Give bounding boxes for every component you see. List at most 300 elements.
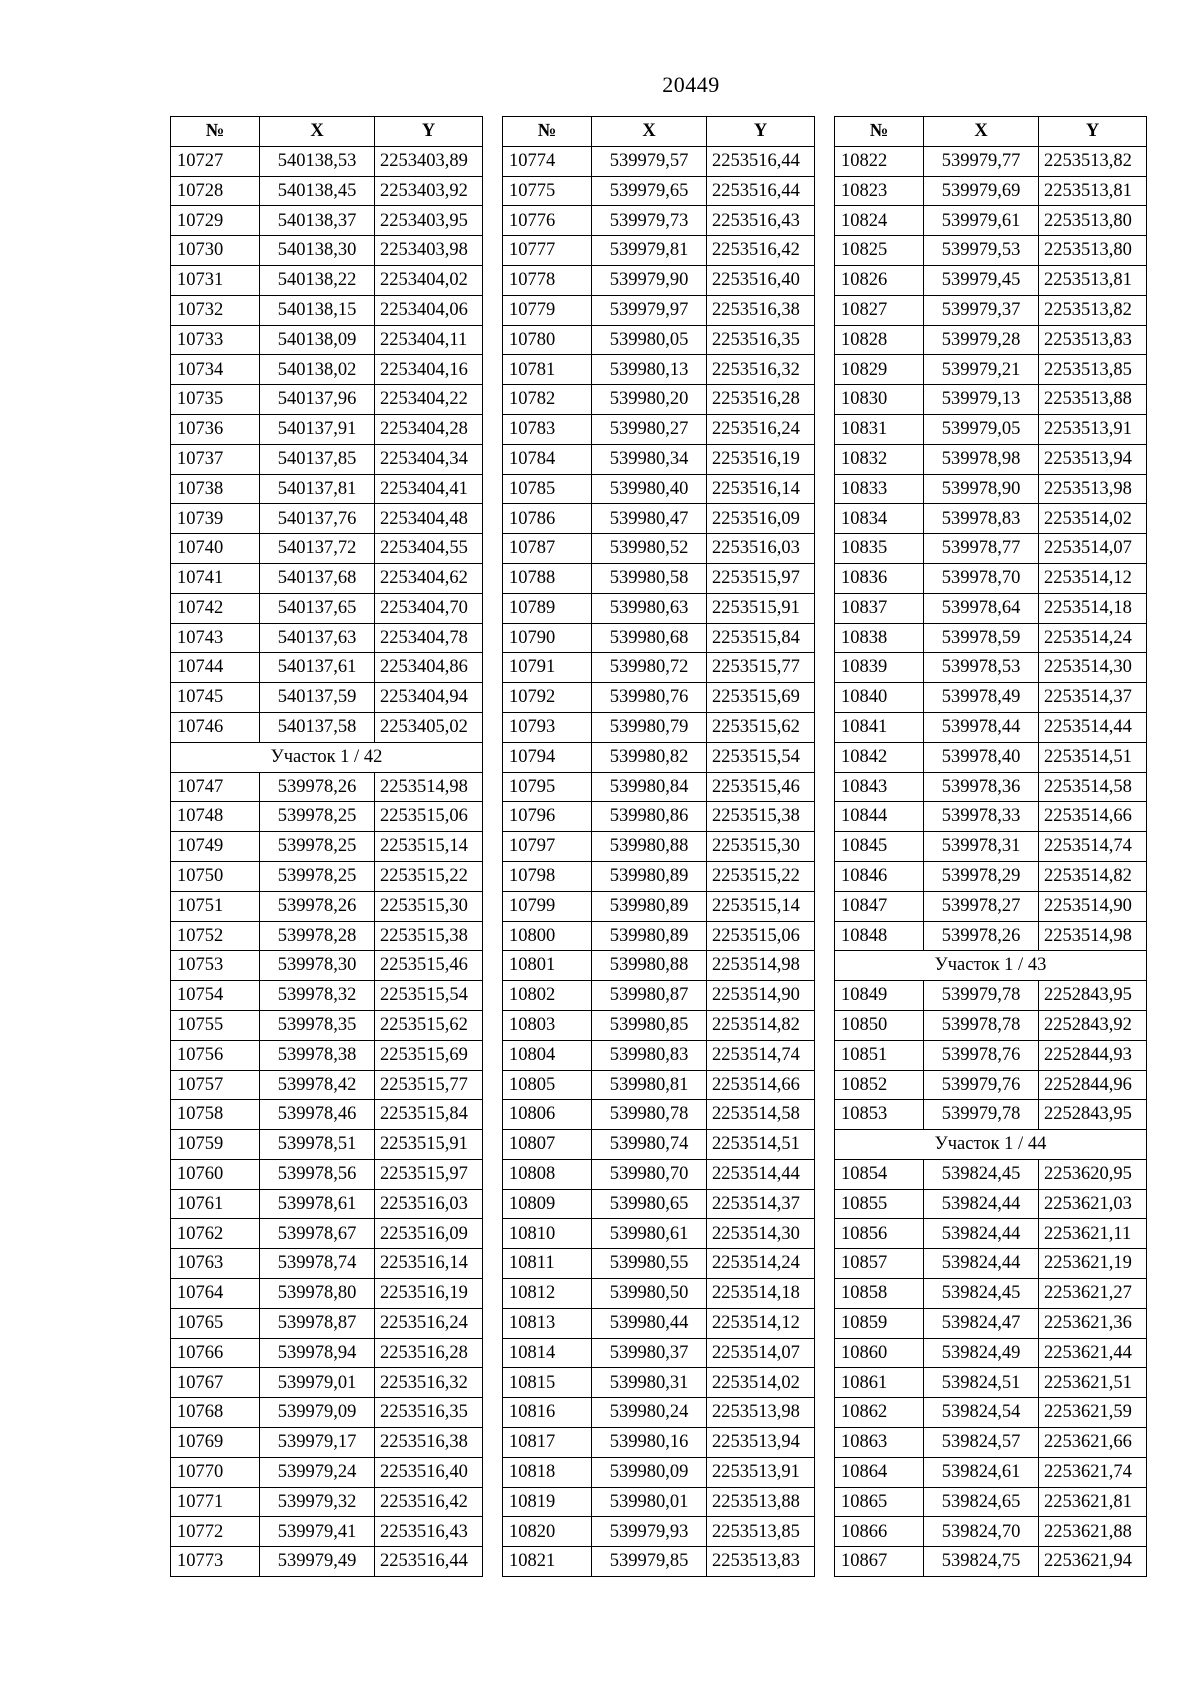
cell-y: 2253404,94 — [375, 683, 483, 713]
cell-point-number: 10864 — [835, 1457, 924, 1487]
table-row — [835, 1308, 1147, 1338]
cell-y: 2253404,06 — [375, 295, 483, 325]
cell-y: 2253516,09 — [375, 1219, 483, 1249]
cell-point-number: 10859 — [835, 1308, 924, 1338]
cell-point-number: 10810 — [503, 1219, 592, 1249]
cell-y: 2253621,27 — [1039, 1279, 1147, 1309]
cell-point-number: 10856 — [835, 1219, 924, 1249]
cell-x: 539979,17 — [260, 1428, 375, 1458]
cell-point-number: 10862 — [835, 1398, 924, 1428]
cell-x: 539978,64 — [924, 593, 1039, 623]
cell-y: 2253404,78 — [375, 623, 483, 653]
cell-y: 2253515,91 — [375, 1130, 483, 1160]
cell-point-number: 10775 — [503, 176, 592, 206]
cell-point-number: 10786 — [503, 504, 592, 534]
cell-y: 2253515,54 — [375, 981, 483, 1011]
cell-x: 539978,90 — [924, 474, 1039, 504]
table-row — [503, 504, 815, 534]
cell-x: 540137,61 — [260, 653, 375, 683]
cell-x: 539978,56 — [260, 1159, 375, 1189]
cell-x: 539980,89 — [592, 921, 707, 951]
cell-y: 2252843,95 — [1039, 981, 1147, 1011]
cell-point-number: 10743 — [171, 623, 260, 653]
table-row — [503, 1368, 815, 1398]
cell-x: 539979,05 — [924, 414, 1039, 444]
table-row — [171, 534, 483, 564]
cell-point-number: 10842 — [835, 742, 924, 772]
cell-y: 2253516,43 — [707, 206, 815, 236]
cell-x: 539978,31 — [924, 832, 1039, 862]
cell-point-number: 10834 — [835, 504, 924, 534]
cell-y: 2253514,98 — [1039, 921, 1147, 951]
cell-point-number: 10736 — [171, 414, 260, 444]
table-row — [171, 1159, 483, 1189]
cell-y: 2252844,96 — [1039, 1070, 1147, 1100]
table-row — [503, 563, 815, 593]
cell-y: 2253514,82 — [707, 1010, 815, 1040]
cell-x: 540138,09 — [260, 325, 375, 355]
table-row — [171, 355, 483, 385]
cell-y: 2253515,84 — [375, 1100, 483, 1130]
table-row — [503, 1338, 815, 1368]
cell-point-number: 10764 — [171, 1279, 260, 1309]
cell-y: 2253404,70 — [375, 593, 483, 623]
cell-y: 2253403,95 — [375, 206, 483, 236]
cell-x: 539978,67 — [260, 1219, 375, 1249]
cell-x: 540137,59 — [260, 683, 375, 713]
cell-point-number: 10854 — [835, 1159, 924, 1189]
table-row — [503, 206, 815, 236]
table-row — [503, 1010, 815, 1040]
cell-x: 539979,57 — [592, 146, 707, 176]
cell-y: 2253516,35 — [375, 1398, 483, 1428]
cell-y: 2253404,16 — [375, 355, 483, 385]
cell-point-number: 10792 — [503, 683, 592, 713]
cell-x: 539980,27 — [592, 414, 707, 444]
cell-x: 539978,38 — [260, 1040, 375, 1070]
cell-x: 539980,55 — [592, 1249, 707, 1279]
cell-x: 539978,44 — [924, 712, 1039, 742]
cell-y: 2253513,83 — [707, 1547, 815, 1577]
cell-x: 540138,15 — [260, 295, 375, 325]
cell-point-number: 10815 — [503, 1368, 592, 1398]
table-header-row — [171, 117, 483, 147]
table-row — [503, 1219, 815, 1249]
table-row — [503, 176, 815, 206]
table-body — [503, 146, 815, 1576]
cell-x: 539978,25 — [260, 832, 375, 862]
column-header-number: № — [171, 117, 260, 147]
table-row — [835, 861, 1147, 891]
table-row — [171, 1338, 483, 1368]
cell-point-number: 10774 — [503, 146, 592, 176]
cell-x: 540137,76 — [260, 504, 375, 534]
cell-point-number: 10763 — [171, 1249, 260, 1279]
cell-x: 539980,50 — [592, 1279, 707, 1309]
cell-y: 2253516,32 — [707, 355, 815, 385]
cell-point-number: 10806 — [503, 1100, 592, 1130]
cell-y: 2253514,51 — [707, 1130, 815, 1160]
table-row — [503, 1159, 815, 1189]
table-row — [503, 921, 815, 951]
table-row — [171, 772, 483, 802]
cell-point-number: 10765 — [171, 1308, 260, 1338]
cell-x: 539980,13 — [592, 355, 707, 385]
cell-y: 2253515,77 — [707, 653, 815, 683]
table-row — [503, 1428, 815, 1458]
cell-y: 2253514,02 — [1039, 504, 1147, 534]
cell-y: 2253515,14 — [375, 832, 483, 862]
cell-x: 539979,32 — [260, 1487, 375, 1517]
table-row — [835, 683, 1147, 713]
column-header-number: № — [503, 117, 592, 147]
cell-y: 2253514,30 — [707, 1219, 815, 1249]
cell-point-number: 10728 — [171, 176, 260, 206]
cell-y: 2253404,48 — [375, 504, 483, 534]
cell-y: 2253514,30 — [1039, 653, 1147, 683]
cell-point-number: 10820 — [503, 1517, 592, 1547]
table-row — [171, 1010, 483, 1040]
table-row — [835, 1189, 1147, 1219]
cell-x: 540137,63 — [260, 623, 375, 653]
cell-point-number: 10844 — [835, 802, 924, 832]
cell-y: 2253514,58 — [707, 1100, 815, 1130]
cell-point-number: 10831 — [835, 414, 924, 444]
cell-y: 2253405,02 — [375, 712, 483, 742]
table-row — [171, 861, 483, 891]
cell-point-number: 10769 — [171, 1428, 260, 1458]
cell-point-number: 10835 — [835, 534, 924, 564]
cell-y: 2253514,44 — [707, 1159, 815, 1189]
cell-y: 2253621,44 — [1039, 1338, 1147, 1368]
table-row — [835, 206, 1147, 236]
table-row — [503, 1070, 815, 1100]
cell-point-number: 10860 — [835, 1338, 924, 1368]
column-header-x: X — [260, 117, 375, 147]
cell-x: 539824,75 — [924, 1547, 1039, 1577]
table-row — [503, 623, 815, 653]
section-row — [171, 742, 483, 772]
cell-point-number: 10813 — [503, 1308, 592, 1338]
table-row — [835, 1159, 1147, 1189]
cell-point-number: 10839 — [835, 653, 924, 683]
cell-x: 539978,25 — [260, 802, 375, 832]
cell-point-number: 10782 — [503, 385, 592, 415]
cell-point-number: 10767 — [171, 1368, 260, 1398]
cell-point-number: 10759 — [171, 1130, 260, 1160]
cell-x: 539980,16 — [592, 1428, 707, 1458]
cell-point-number: 10847 — [835, 891, 924, 921]
cell-x: 539979,37 — [924, 295, 1039, 325]
table-row — [835, 1249, 1147, 1279]
cell-x: 539824,54 — [924, 1398, 1039, 1428]
cell-x: 540138,30 — [260, 236, 375, 266]
cell-y: 2253513,88 — [1039, 385, 1147, 415]
table-row — [835, 444, 1147, 474]
coordinates-table-3 — [834, 116, 1147, 1577]
section-title: Участок 1 / 42 — [171, 742, 483, 772]
cell-point-number: 10863 — [835, 1428, 924, 1458]
table-row — [503, 444, 815, 474]
cell-x: 539978,61 — [260, 1189, 375, 1219]
table-row — [835, 921, 1147, 951]
table-row — [835, 236, 1147, 266]
section-row — [835, 951, 1147, 981]
table-row — [503, 832, 815, 862]
table-row — [835, 385, 1147, 415]
cell-point-number: 10823 — [835, 176, 924, 206]
cell-y: 2253514,44 — [1039, 712, 1147, 742]
cell-y: 2253515,46 — [707, 772, 815, 802]
cell-x: 539978,26 — [260, 891, 375, 921]
cell-point-number: 10734 — [171, 355, 260, 385]
column-header-y: Y — [1039, 117, 1147, 147]
table-row — [503, 802, 815, 832]
table-row — [503, 951, 815, 981]
cell-point-number: 10822 — [835, 146, 924, 176]
cell-y: 2253621,51 — [1039, 1368, 1147, 1398]
cell-x: 539978,29 — [924, 861, 1039, 891]
table-row — [171, 295, 483, 325]
cell-point-number: 10756 — [171, 1040, 260, 1070]
cell-x: 539980,58 — [592, 563, 707, 593]
cell-point-number: 10791 — [503, 653, 592, 683]
table-row — [503, 1487, 815, 1517]
table-row — [835, 295, 1147, 325]
cell-point-number: 10846 — [835, 861, 924, 891]
cell-x: 540137,65 — [260, 593, 375, 623]
cell-y: 2253514,74 — [1039, 832, 1147, 862]
cell-x: 539978,28 — [260, 921, 375, 951]
cell-x: 540137,72 — [260, 534, 375, 564]
cell-x: 539980,79 — [592, 712, 707, 742]
table-row — [835, 772, 1147, 802]
cell-point-number: 10746 — [171, 712, 260, 742]
table-row — [503, 236, 815, 266]
cell-x: 539978,76 — [924, 1040, 1039, 1070]
table-row — [835, 1368, 1147, 1398]
cell-y: 2253516,43 — [375, 1517, 483, 1547]
cell-x: 539980,52 — [592, 534, 707, 564]
cell-y: 2253514,18 — [707, 1279, 815, 1309]
column-header-y: Y — [707, 117, 815, 147]
cell-y: 2253516,28 — [375, 1338, 483, 1368]
cell-x: 540138,45 — [260, 176, 375, 206]
cell-point-number: 10797 — [503, 832, 592, 862]
cell-point-number: 10866 — [835, 1517, 924, 1547]
cell-y: 2253404,55 — [375, 534, 483, 564]
cell-x: 539980,20 — [592, 385, 707, 415]
cell-y: 2253516,14 — [375, 1249, 483, 1279]
table-row — [171, 981, 483, 1011]
cell-point-number: 10829 — [835, 355, 924, 385]
table-row — [835, 1398, 1147, 1428]
cell-point-number: 10729 — [171, 206, 260, 236]
table-row — [171, 1070, 483, 1100]
table-row — [835, 891, 1147, 921]
cell-x: 539978,87 — [260, 1308, 375, 1338]
cell-x: 539979,81 — [592, 236, 707, 266]
cell-point-number: 10838 — [835, 623, 924, 653]
coordinates-table-1 — [170, 116, 483, 1577]
coordinates-table-2 — [502, 116, 815, 1577]
cell-y: 2253514,58 — [1039, 772, 1147, 802]
cell-y: 2253514,07 — [707, 1338, 815, 1368]
cell-y: 2253514,02 — [707, 1368, 815, 1398]
cell-point-number: 10853 — [835, 1100, 924, 1130]
cell-point-number: 10766 — [171, 1338, 260, 1368]
cell-point-number: 10738 — [171, 474, 260, 504]
cell-y: 2253514,66 — [707, 1070, 815, 1100]
cell-point-number: 10852 — [835, 1070, 924, 1100]
cell-x: 539978,94 — [260, 1338, 375, 1368]
cell-x: 539980,37 — [592, 1338, 707, 1368]
table-row — [503, 325, 815, 355]
cell-point-number: 10801 — [503, 951, 592, 981]
cell-point-number: 10855 — [835, 1189, 924, 1219]
table-header-row — [835, 117, 1147, 147]
table-row — [171, 653, 483, 683]
cell-y: 2253516,44 — [707, 176, 815, 206]
cell-point-number: 10784 — [503, 444, 592, 474]
cell-y: 2253513,85 — [707, 1517, 815, 1547]
table-row — [835, 414, 1147, 444]
table-row — [171, 891, 483, 921]
table-row — [171, 265, 483, 295]
cell-y: 2253513,83 — [1039, 325, 1147, 355]
cell-x: 539824,61 — [924, 1457, 1039, 1487]
table-row — [171, 1308, 483, 1338]
column-header-number: № — [835, 117, 924, 147]
cell-point-number: 10781 — [503, 355, 592, 385]
cell-y: 2253514,82 — [1039, 861, 1147, 891]
cell-y: 2253513,98 — [1039, 474, 1147, 504]
table-row — [171, 1100, 483, 1130]
table-row — [171, 176, 483, 206]
column-header-x: X — [592, 117, 707, 147]
cell-x: 539980,70 — [592, 1159, 707, 1189]
cell-x: 539979,21 — [924, 355, 1039, 385]
cell-y: 2253621,11 — [1039, 1219, 1147, 1249]
cell-y: 2253514,18 — [1039, 593, 1147, 623]
table-row — [171, 1368, 483, 1398]
cell-x: 539979,93 — [592, 1517, 707, 1547]
cell-y: 2253515,38 — [707, 802, 815, 832]
table-row — [503, 1249, 815, 1279]
cell-x: 539980,88 — [592, 832, 707, 862]
cell-x: 539980,84 — [592, 772, 707, 802]
table-row — [503, 772, 815, 802]
cell-x: 539979,73 — [592, 206, 707, 236]
cell-point-number: 10748 — [171, 802, 260, 832]
cell-y: 2253404,02 — [375, 265, 483, 295]
cell-x: 539978,74 — [260, 1249, 375, 1279]
cell-y: 2253515,77 — [375, 1070, 483, 1100]
cell-point-number: 10770 — [171, 1457, 260, 1487]
cell-point-number: 10804 — [503, 1040, 592, 1070]
cell-point-number: 10845 — [835, 832, 924, 862]
cell-x: 539978,30 — [260, 951, 375, 981]
cell-point-number: 10840 — [835, 683, 924, 713]
cell-y: 2253515,97 — [375, 1159, 483, 1189]
table-row — [171, 1279, 483, 1309]
table-row — [503, 1547, 815, 1577]
table-row — [171, 474, 483, 504]
table-row — [503, 146, 815, 176]
cell-point-number: 10793 — [503, 712, 592, 742]
cell-y: 2253515,69 — [707, 683, 815, 713]
table-row — [835, 1517, 1147, 1547]
cell-x: 539978,59 — [924, 623, 1039, 653]
table-row — [171, 683, 483, 713]
cell-x: 539979,01 — [260, 1368, 375, 1398]
table-row — [835, 832, 1147, 862]
cell-point-number: 10761 — [171, 1189, 260, 1219]
cell-point-number: 10739 — [171, 504, 260, 534]
cell-y: 2253514,37 — [707, 1189, 815, 1219]
cell-point-number: 10783 — [503, 414, 592, 444]
section-row — [835, 1130, 1147, 1160]
cell-y: 2253404,28 — [375, 414, 483, 444]
cell-y: 2253621,94 — [1039, 1547, 1147, 1577]
cell-y: 2253620,95 — [1039, 1159, 1147, 1189]
table-row — [835, 1010, 1147, 1040]
cell-x: 539978,46 — [260, 1100, 375, 1130]
table-row — [171, 921, 483, 951]
cell-y: 2253515,91 — [707, 593, 815, 623]
cell-x: 539979,41 — [260, 1517, 375, 1547]
table-row — [503, 712, 815, 742]
table-row — [503, 1100, 815, 1130]
cell-x: 539980,65 — [592, 1189, 707, 1219]
cell-point-number: 10772 — [171, 1517, 260, 1547]
cell-point-number: 10848 — [835, 921, 924, 951]
cell-point-number: 10773 — [171, 1547, 260, 1577]
cell-point-number: 10857 — [835, 1249, 924, 1279]
cell-x: 539824,47 — [924, 1308, 1039, 1338]
cell-x: 539980,09 — [592, 1457, 707, 1487]
table-row — [171, 414, 483, 444]
cell-x: 540138,53 — [260, 146, 375, 176]
cell-y: 2252844,93 — [1039, 1040, 1147, 1070]
cell-y: 2253513,82 — [1039, 295, 1147, 325]
cell-x: 539979,97 — [592, 295, 707, 325]
cell-y: 2253514,74 — [707, 1040, 815, 1070]
cell-x: 539980,83 — [592, 1040, 707, 1070]
section-title: Участок 1 / 43 — [835, 951, 1147, 981]
cell-x: 539978,35 — [260, 1010, 375, 1040]
cell-y: 2253621,19 — [1039, 1249, 1147, 1279]
table-row — [503, 593, 815, 623]
cell-y: 2253515,14 — [707, 891, 815, 921]
table-row — [171, 802, 483, 832]
cell-point-number: 10755 — [171, 1010, 260, 1040]
cell-y: 2253515,30 — [707, 832, 815, 862]
table-row — [835, 1487, 1147, 1517]
cell-point-number: 10795 — [503, 772, 592, 802]
cell-point-number: 10867 — [835, 1547, 924, 1577]
cell-y: 2253516,19 — [707, 444, 815, 474]
cell-y: 2253516,44 — [707, 146, 815, 176]
cell-y: 2253514,12 — [707, 1308, 815, 1338]
cell-point-number: 10753 — [171, 951, 260, 981]
cell-y: 2253516,38 — [375, 1428, 483, 1458]
table-row — [171, 1249, 483, 1279]
cell-x: 540137,68 — [260, 563, 375, 593]
cell-point-number: 10758 — [171, 1100, 260, 1130]
cell-point-number: 10803 — [503, 1010, 592, 1040]
table-row — [835, 653, 1147, 683]
